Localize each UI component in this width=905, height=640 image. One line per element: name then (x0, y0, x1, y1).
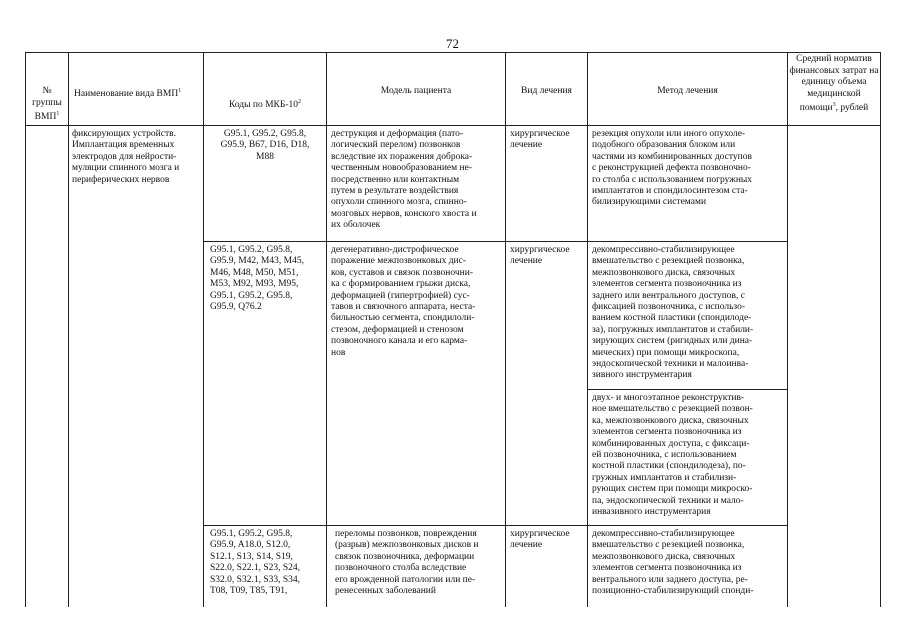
column-divider (505, 52, 506, 607)
row-2-icd-codes: G95.1, G95.2, G95.8, G95.9, M42, M43, M45, M46, M48, M50, M51, M53, M92, M93, M95, G95.1, G95.2, G95.8, G95.9, Q76.2 (210, 245, 304, 313)
table-border-top (25, 52, 881, 53)
column-divider (326, 52, 327, 607)
column-divider (68, 52, 69, 607)
row-3-treatment-method: декомпрессивно-стабилизирующее вмешательство с резекцией позвонка, межпозвонкового диска, связочных элементов сегмента позвоночника из вентрального или заднего доступа, ре- позиционно-стабилизирующий спонди- (592, 529, 754, 597)
header-treatment-type: Вид лечения (521, 86, 572, 96)
row-1-treatment-type: хирургическое лечение (510, 129, 570, 151)
row-1-icd-codes: G95.1, G95.2, G95.8, G95.9, B67, D16, D18, M88 (220, 129, 310, 162)
row-3-icd-codes: G95.1, G95.2, G95.8, G95.9, A18.0, S12.0, S12.1, S13, S14, S19, S22.0, S22.1, S23, S24, S32.0, S32.1, S33, S34, T08, T09, T85, T91, (210, 529, 301, 597)
page-number: 72 (446, 36, 459, 51)
table-border-right (880, 52, 881, 607)
row-2-treatment-method: декомпрессивно-стабилизирующее вмешательство с резекцией позвонка, межпозвонкового диска, связочных элементов сегмента позвоночника из заднего или вентрального доступов, с фиксацией позвоночника, с использо- ванием костной пластики (спондилоде- за), погружных имплантатов и стабили- зирующих систем (ригидных или дина- мических) при помощи микроскопа, эндоскопической техники и малоинва- зивного инструментария (592, 245, 754, 381)
column-divider (787, 52, 788, 607)
header-group-number: № группы ВМП$^1$ (32, 86, 62, 123)
header-treatment-method: Метод лечения (657, 86, 718, 96)
header-icd-codes: Коды по МКБ-$10^2$ (228, 99, 302, 111)
row-divider (203, 241, 788, 242)
row-2-treatment-type: хирургическое лечение (510, 245, 570, 267)
table-border-left (25, 52, 26, 607)
column-divider (587, 52, 588, 607)
row-2-patient-model: дегенеративно-дистрофическое поражение межпозвонковых дис- ков, суставов и связок позвоночни- ка с формированием грыжи диска, деформацией (гипертрофией) сус- тавов и связочного аппарата, неста- бильностью сегмента, спондилоли- стезом, деформацией и стенозом позвоночного канала и его карма- нов (331, 245, 476, 358)
header-financial-norm: Средний норматив финансовых затрат на единицу объема медицинской помощи$^3$, рублей (789, 54, 879, 114)
row-1-vmp-name: фиксирующих устройств. Имплантация временных электродов для нейрости- муляции спинного мозга и периферических нервов (72, 129, 180, 185)
row-1-treatment-method: резекция опухоли или иного опухоле- подобного образования блоком или частями из комбинированных доступов с реконструкцией дефекта позвоночно- го столба с использованием погружных имплантатов и спондилосинтезом ста- билизирующими системами (592, 129, 753, 208)
header-patient-model: Модель пациента (380, 86, 452, 96)
row-3-patient-model: переломы позвонков, повреждения (разрыв) межпозвонковых дисков и связок позвоночника, деформации позвоночного столба вследствие его врожденной патологии или пе- ренесенных заболеваний (335, 529, 479, 597)
header-divider (25, 125, 881, 126)
header-vmp-name: Наименование вида ВМП$^1$ (74, 88, 182, 100)
row-2-treatment-method-alt: двух- и многоэтапное реконструктив- ное вмешательство с резекцией позвон- ка, межпозвонкового диска, связочных элементов сегмента позвоночника из комбинированных доступа, с фиксаци- ей позвоночника, с использованием костной пластики (спондилодеза), по- гружных имплантатов и стабилизи- рующих систем при помощи микроско- па, эндоскопической техники и мало- инвазивного инструментария (592, 393, 753, 518)
row-1-patient-model: деструкция и деформация (пато- логический перелом) позвонков вследствие их поражения доброка- чественным новообразованием не- посредственно или контактным путем в результате воздействия опухоли спинного мозга, спинно- мозговых нервов, конского хвоста и их оболочек (331, 129, 477, 231)
row-3-treatment-type: хирургическое лечение (510, 529, 570, 551)
method-subrow-divider (587, 389, 788, 390)
column-divider (203, 52, 204, 607)
row-divider (203, 525, 788, 526)
